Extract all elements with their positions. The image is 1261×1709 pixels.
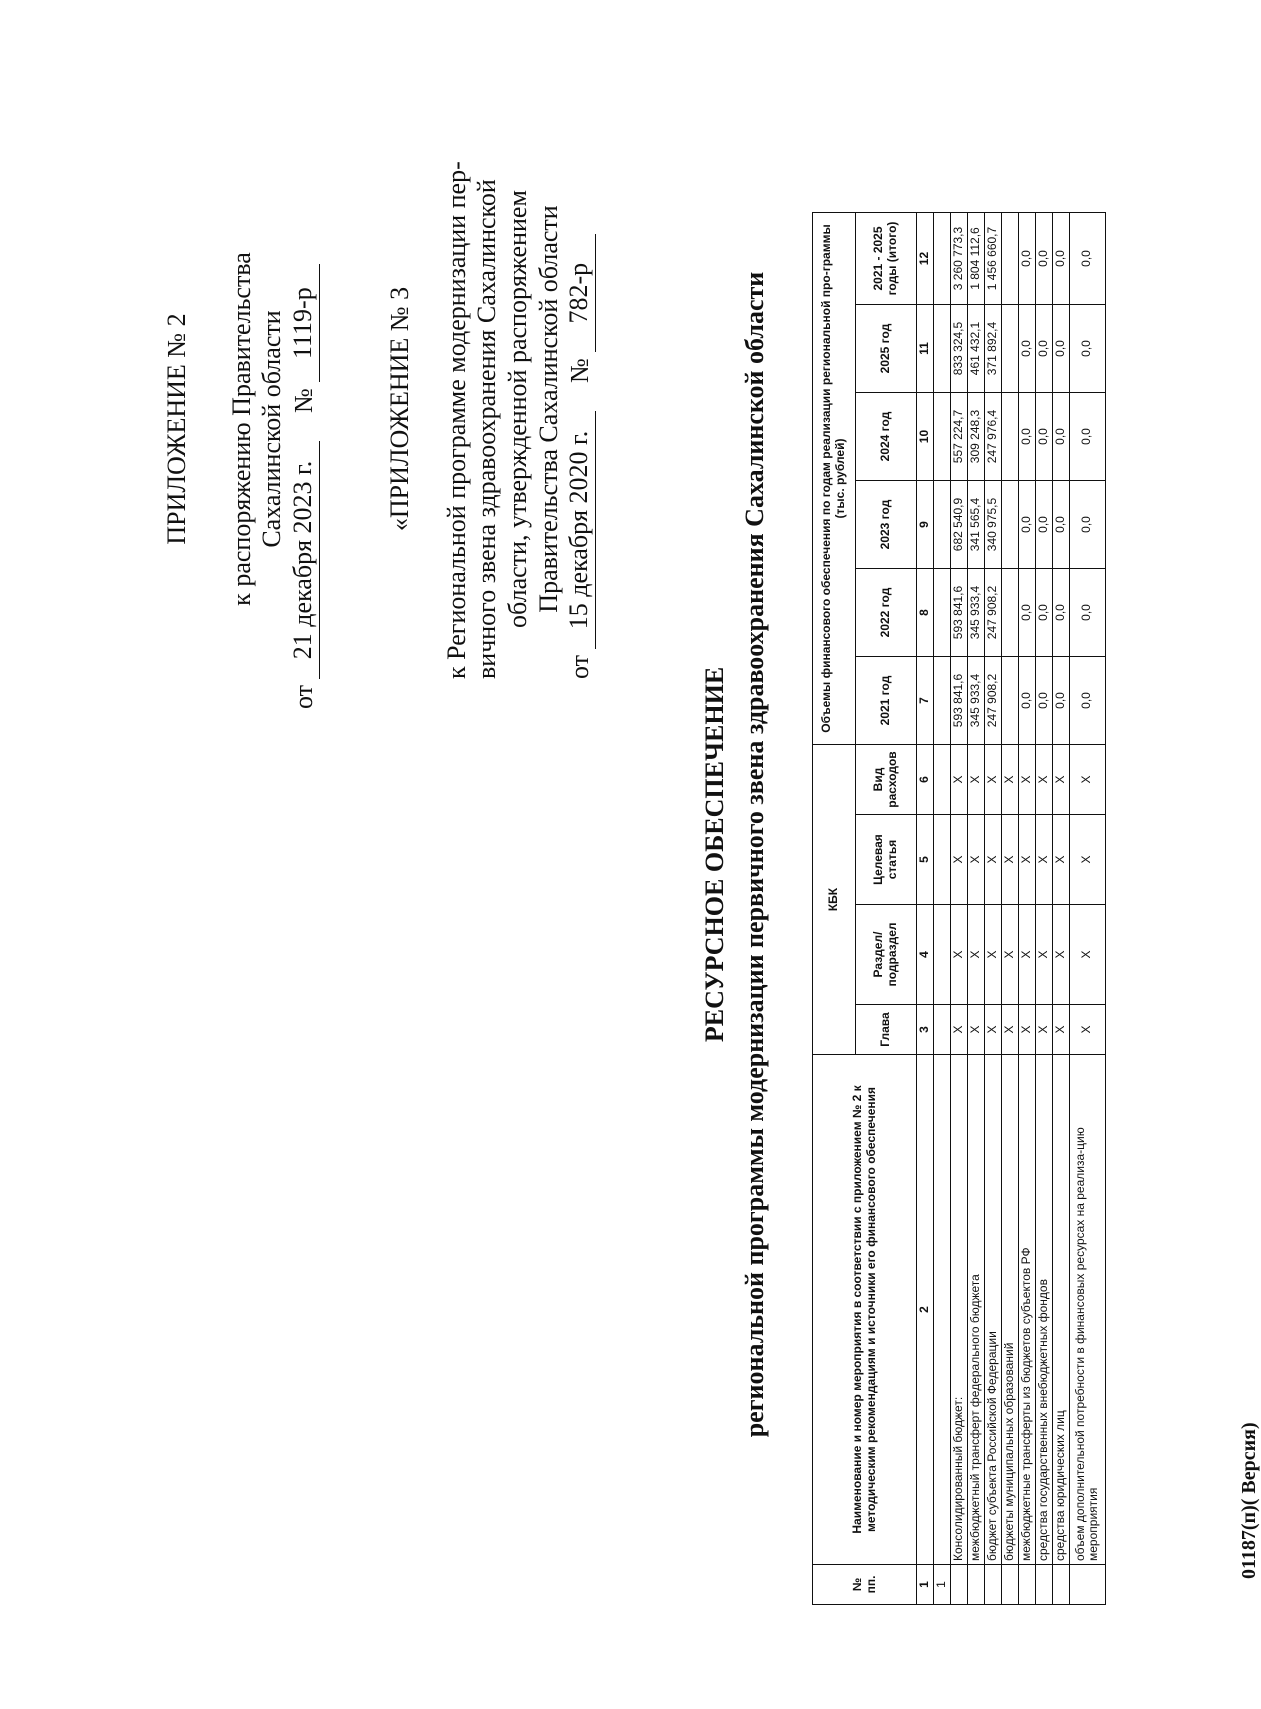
row-vid: X	[1001, 745, 1018, 815]
row-statya: X	[1069, 815, 1105, 905]
row-vid: X	[1069, 745, 1105, 815]
row-value	[933, 569, 950, 657]
row-statya: X	[1018, 815, 1035, 905]
row-statya: X	[1001, 815, 1018, 905]
row-number	[1001, 1565, 1018, 1605]
row-value: 833 324,5	[950, 305, 967, 393]
row-number	[984, 1565, 1001, 1605]
table-row	[1018, 213, 1035, 1605]
col-header-year: 2021 - 2025 годы (итого)	[856, 213, 917, 305]
col-header-year: 2022 год	[856, 569, 917, 657]
appendix-number: 1119-р	[288, 264, 320, 382]
row-value: 0,0	[1018, 393, 1035, 481]
row-name: межбюджетные трансферты из бюджетов субъектов РФ	[1018, 1055, 1035, 1565]
row-value: 0,0	[1052, 305, 1069, 393]
column-index: 1	[917, 1565, 934, 1605]
row-value	[1001, 481, 1018, 569]
table-row	[950, 213, 967, 1605]
row-value: 0,0	[1035, 393, 1052, 481]
document-subtitle: региональной программы модернизации первичного звена здравоохранения Сахалинской области	[740, 271, 769, 1438]
table-body	[933, 213, 1105, 1605]
row-value: 0,0	[1052, 393, 1069, 481]
row-glava: X	[1035, 1005, 1052, 1055]
table-row	[1001, 213, 1018, 1605]
row-value	[1001, 569, 1018, 657]
row-number	[967, 1565, 984, 1605]
col-header-year: 2023 год	[856, 481, 917, 569]
row-razdel: X	[1035, 905, 1052, 1005]
appendix-date: 21 декабря 2023 г.	[288, 441, 320, 679]
row-value	[1001, 657, 1018, 745]
row-name: средства государственных внебюджетных фондов	[1035, 1055, 1052, 1565]
program-date: 15 декабря 2020 г.	[564, 411, 596, 649]
row-glava	[933, 1005, 950, 1055]
row-value	[1001, 393, 1018, 481]
row-glava: X	[1018, 1005, 1035, 1055]
table-header-row	[813, 213, 856, 1605]
row-value: 247 908,2	[984, 657, 1001, 745]
table-row	[1035, 213, 1052, 1605]
row-value	[933, 305, 950, 393]
row-vid: X	[1052, 745, 1069, 815]
row-value: 0,0	[1052, 657, 1069, 745]
row-value	[933, 657, 950, 745]
col-header-year: 2025 год	[856, 305, 917, 393]
row-value	[1001, 213, 1018, 305]
row-razdel: X	[950, 905, 967, 1005]
row-value: 0,0	[1069, 213, 1105, 305]
row-value: 345 933,4	[967, 569, 984, 657]
row-value: 0,0	[1069, 569, 1105, 657]
row-glava: X	[967, 1005, 984, 1055]
row-number	[1035, 1565, 1052, 1605]
row-value: 247 976,4	[984, 393, 1001, 481]
program-title: «ПРИЛОЖЕНИЕ № 3	[385, 286, 414, 532]
column-index: 2	[917, 1055, 934, 1565]
column-index: 12	[917, 213, 934, 305]
document-title: РЕСУРСНОЕ ОБЕСПЕЧЕНИЕ	[700, 666, 729, 1043]
column-index: 4	[917, 905, 934, 1005]
program-number: 782-р	[564, 234, 596, 352]
row-value: 0,0	[1018, 213, 1035, 305]
row-value: 1 456 660,7	[984, 213, 1001, 305]
column-index: 11	[917, 305, 934, 393]
from-label: от	[565, 654, 595, 679]
column-index-row	[917, 213, 934, 1605]
row-value: 0,0	[1035, 569, 1052, 657]
appendix-line: к распоряжению Правительства	[226, 252, 256, 606]
row-value: 1 804 112,6	[967, 213, 984, 305]
appendix-header	[162, 149, 320, 709]
row-value: 371 892,4	[984, 305, 1001, 393]
row-value: 0,0	[1018, 481, 1035, 569]
row-vid	[933, 745, 950, 815]
row-name: средства юридических лиц	[1052, 1055, 1069, 1565]
row-name: межбюджетный трансферт федерального бюджета	[967, 1055, 984, 1565]
row-glava: X	[950, 1005, 967, 1055]
row-value: 0,0	[1069, 393, 1105, 481]
row-value: 0,0	[1052, 481, 1069, 569]
program-line: области, утвержденной распоряжением	[503, 190, 533, 628]
row-value: 0,0	[1018, 569, 1035, 657]
table-row	[984, 213, 1001, 1605]
col-header-razdel: Раздел/ подраздел	[856, 905, 917, 1005]
row-value: 0,0	[1069, 305, 1105, 393]
row-value: 247 908,2	[984, 569, 1001, 657]
row-value: 345 933,4	[967, 657, 984, 745]
row-razdel	[933, 905, 950, 1005]
row-glava: X	[1052, 1005, 1069, 1055]
resource-table	[812, 212, 1106, 1605]
row-glava: X	[1001, 1005, 1018, 1055]
row-value: 3 260 773,3	[950, 213, 967, 305]
col-header-name: Наименование и номер мероприятия в соответствии с приложением № 2 к методическим рекомендациям и источники его финансового обеспечения	[813, 1055, 917, 1565]
row-value: 0,0	[1018, 657, 1035, 745]
row-statya: X	[984, 815, 1001, 905]
row-statya: X	[1052, 815, 1069, 905]
table-row	[967, 213, 984, 1605]
row-razdel: X	[967, 905, 984, 1005]
row-value: 0,0	[1052, 213, 1069, 305]
row-value	[933, 393, 950, 481]
row-value: 341 565,4	[967, 481, 984, 569]
row-value	[933, 481, 950, 569]
row-razdel: X	[984, 905, 1001, 1005]
number-label: №	[565, 358, 595, 383]
row-number: 1	[933, 1565, 950, 1605]
row-value: 682 540,9	[950, 481, 967, 569]
row-value: 0,0	[1035, 305, 1052, 393]
program-line: к Региональной программе модернизации пер-	[441, 161, 471, 679]
row-value	[933, 213, 950, 305]
column-index: 3	[917, 1005, 934, 1055]
row-glava: X	[984, 1005, 1001, 1055]
row-value: 593 841,6	[950, 569, 967, 657]
table-row	[933, 213, 950, 1605]
row-glava: X	[1069, 1005, 1105, 1055]
table-row	[1052, 213, 1069, 1605]
row-razdel: X	[1052, 905, 1069, 1005]
row-value: 340 975,5	[984, 481, 1001, 569]
appendix-title: ПРИЛОЖЕНИЕ № 2	[162, 313, 191, 545]
row-value: 461 432,1	[967, 305, 984, 393]
row-number	[1052, 1565, 1069, 1605]
row-name	[933, 1055, 950, 1565]
row-value: 309 248,3	[967, 393, 984, 481]
row-value: 0,0	[1069, 657, 1105, 745]
col-header-vid: Вид расходов	[856, 745, 917, 815]
program-line: вичного звена здравоохранения Сахалинской	[472, 179, 502, 679]
row-number	[1069, 1565, 1105, 1605]
row-vid: X	[950, 745, 967, 815]
row-value: 0,0	[1018, 305, 1035, 393]
row-statya	[933, 815, 950, 905]
column-index: 5	[917, 815, 934, 905]
row-vid: X	[967, 745, 984, 815]
row-name: бюджет субъекта Российской Федерации	[984, 1055, 1001, 1565]
row-razdel: X	[1069, 905, 1105, 1005]
col-header-year: 2024 год	[856, 393, 917, 481]
row-statya: X	[1035, 815, 1052, 905]
row-vid: X	[1035, 745, 1052, 815]
column-index: 6	[917, 745, 934, 815]
row-value: 0,0	[1035, 213, 1052, 305]
row-value: 0,0	[1035, 481, 1052, 569]
col-header-glava: Глава	[856, 1005, 917, 1055]
row-razdel: X	[1001, 905, 1018, 1005]
row-razdel: X	[1018, 905, 1035, 1005]
row-name: бюджеты муниципальных образований	[1001, 1055, 1018, 1565]
row-number	[1018, 1565, 1035, 1605]
number-label: №	[289, 388, 319, 413]
row-value: 0,0	[1035, 657, 1052, 745]
col-header-volumes: Объемы финансового обеспечения по годам реализации региональной про-граммы (тыс. рублей)	[813, 213, 856, 745]
column-index: 8	[917, 569, 934, 657]
row-statya: X	[950, 815, 967, 905]
col-header-kbk: КБК	[813, 745, 856, 1055]
row-value: 0,0	[1052, 569, 1069, 657]
table-row	[1069, 213, 1105, 1605]
column-index: 9	[917, 481, 934, 569]
row-value: 557 224,7	[950, 393, 967, 481]
row-value: 0,0	[1069, 481, 1105, 569]
row-vid: X	[984, 745, 1001, 815]
row-name: Консолидированный бюджет:	[950, 1055, 967, 1565]
row-name: объем дополнительной потребности в финансовых ресурсах на реализа-цию мероприятия	[1069, 1055, 1105, 1565]
program-header	[385, 139, 596, 679]
row-value: 593 841,6	[950, 657, 967, 745]
from-label: от	[289, 684, 319, 709]
row-statya: X	[967, 815, 984, 905]
row-vid: X	[1018, 745, 1035, 815]
row-value	[1001, 305, 1018, 393]
document-footer-code: 01187(п)( Версия)	[1238, 1422, 1260, 1579]
col-header-statya: Целевая статья	[856, 815, 917, 905]
program-line: Правительства Сахалинской области	[533, 205, 563, 613]
appendix-line: Сахалинской области	[257, 310, 287, 548]
col-header-year: 2021 год	[856, 657, 917, 745]
column-index: 10	[917, 393, 934, 481]
col-header-num: № пп.	[813, 1565, 917, 1605]
row-number	[950, 1565, 967, 1605]
column-index: 7	[917, 657, 934, 745]
